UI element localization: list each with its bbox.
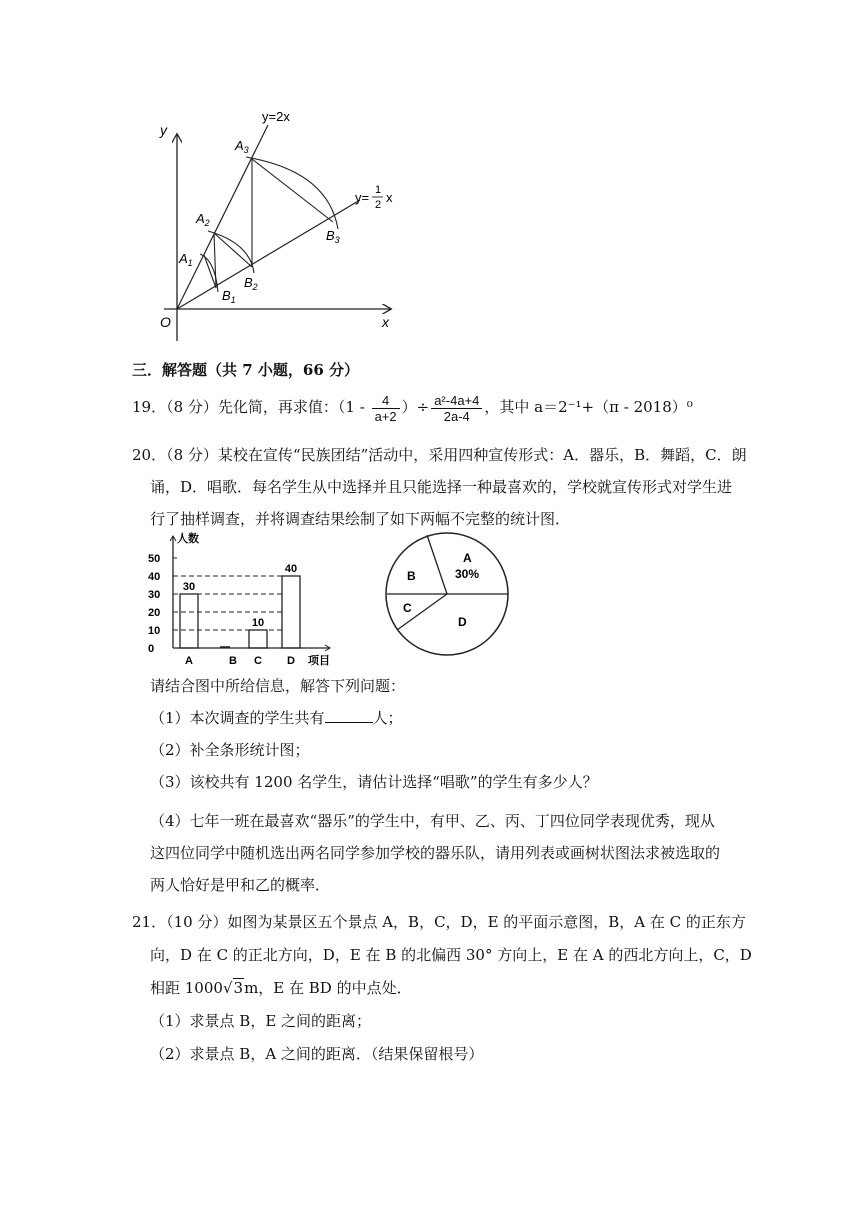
bar-A	[180, 594, 198, 648]
bar-value-label-D: 40	[284, 563, 298, 575]
point-label-A1: $A_1$	[179, 251, 193, 268]
sqrt-radicand: 3	[233, 979, 244, 997]
q21-line3: 相距 1000√3m，E 在 BD 的中点处．	[150, 979, 412, 997]
bar-category-label-B: B	[229, 655, 237, 667]
answer-blank[interactable]	[325, 708, 373, 723]
bar-y-tick-label: 0	[148, 643, 155, 655]
fraction-4-over-a-plus-2: $\frac{4}{a+2}$	[372, 393, 400, 424]
bar-x-axis-label: 项目	[308, 655, 330, 667]
point-label-A2: $A_2$	[196, 211, 210, 228]
q20-line1: 20．（8 分）某校在宣传“民族团结”活动中，采用四种宣传形式：A．器乐，B．舞蹈，C．朗	[132, 446, 747, 464]
q20-sub4-line2: 这四位同学中随机选出两名同学参加学校的器乐队，请用列表或画树状图法求被选取的	[150, 844, 721, 862]
sqrt-sign: √	[222, 979, 233, 997]
pie-label-C: C	[403, 601, 412, 615]
y-axis-label: y	[160, 122, 167, 138]
geometry-figure	[150, 105, 410, 345]
q20-sub2: （2）补全条形统计图；	[150, 741, 310, 759]
bar-y-tick-label: 10	[148, 625, 161, 637]
bar-D	[282, 576, 300, 648]
pie-label-D: D	[458, 615, 467, 629]
pie-label-B: B	[407, 569, 416, 583]
q21-sub2: （2）求景点 B，A 之间的距离．（结果保留根号）	[150, 1045, 484, 1063]
x-axis-label: x	[382, 314, 389, 330]
pie-chart	[383, 528, 513, 660]
origin-label: O	[160, 314, 171, 330]
fraction-quadratic: $\frac{\text{a²-4a+4}}{2a-4}$	[431, 393, 482, 424]
q20-prompt: 请结合图中所给信息，解答下列问题：	[150, 677, 406, 695]
q20-sub4-line3: 两人恰好是甲和乙的概率．	[150, 876, 331, 894]
pie-label-A: A	[463, 551, 472, 565]
point-label-A3: $A_3$	[235, 138, 249, 155]
q20-line3: 行了抽样调查，并将调查结果绘制了如下两幅不完整的统计图．	[150, 510, 571, 528]
pie-label-A-percent: 30%	[455, 567, 480, 581]
line1-label: y=2x	[262, 109, 290, 124]
bar-y-tick-label: 50	[148, 553, 161, 565]
point-label-B3: $B_3$	[326, 228, 340, 245]
line2-label-prefix: y=	[355, 190, 370, 205]
line2-label-num: 1	[375, 184, 382, 196]
q21-line1: 21．（10 分）如图为某景区五个景点 A，B，C，D，E 的平面示意图，B，A 在 C 的正东方	[132, 913, 746, 931]
bar-y-tick-label: 20	[148, 607, 161, 619]
line2-label-den: 2	[375, 199, 382, 211]
question-19: 19．（8 分）先化简，再求值：（1 - $\frac{4}{a+2}$ ）÷ $\frac{\text{a²-4a+4}}{2a-4}$ ，其中 a＝2⁻¹+（π - 2018）⁰	[132, 392, 693, 424]
q21-line2: 向，D 在 C 的正北方向，D，E 在 B 的北偏西 30° 方向上，E 在 A 的西北方向上，C，D	[150, 946, 752, 964]
q20-sub3: （3）该校共有 1200 名学生，请估计选择“唱歌”的学生有多少人？	[150, 773, 598, 791]
point-label-B2: $B_2$	[244, 275, 258, 292]
q20-line2: 诵，D．唱歌．每名学生从中选择并且只能选择一种最喜欢的，学校就宣传形式对学生进	[150, 478, 733, 496]
bar-y-axis-label: 人数	[177, 533, 199, 545]
q21-sub1: （1）求景点 B，E 之间的距离；	[150, 1012, 372, 1030]
bar-C	[249, 630, 267, 648]
point-label-B1: $B_1$	[222, 288, 236, 305]
bar-category-label-C: C	[254, 655, 262, 667]
bar-value-label-A: 30	[182, 581, 196, 593]
bar-chart	[140, 528, 350, 668]
bar-y-tick-label: 30	[148, 589, 161, 601]
section-heading: 三．解答题（共 7 小题，66 分）	[132, 361, 359, 379]
line2-label-suffix: x	[386, 190, 393, 205]
q20-sub1: （1）本次调查的学生共有 人；	[150, 709, 403, 727]
bar-value-label-C: 10	[251, 617, 265, 629]
bar-category-label-A: A	[185, 655, 193, 667]
bar-category-label-D: D	[287, 655, 295, 667]
bar-y-tick-label: 40	[148, 571, 161, 583]
q20-sub4-line1: （4）七年一班在最喜欢“器乐”的学生中，有甲、乙、丙、丁四位同学表现优秀，现从	[150, 812, 715, 830]
